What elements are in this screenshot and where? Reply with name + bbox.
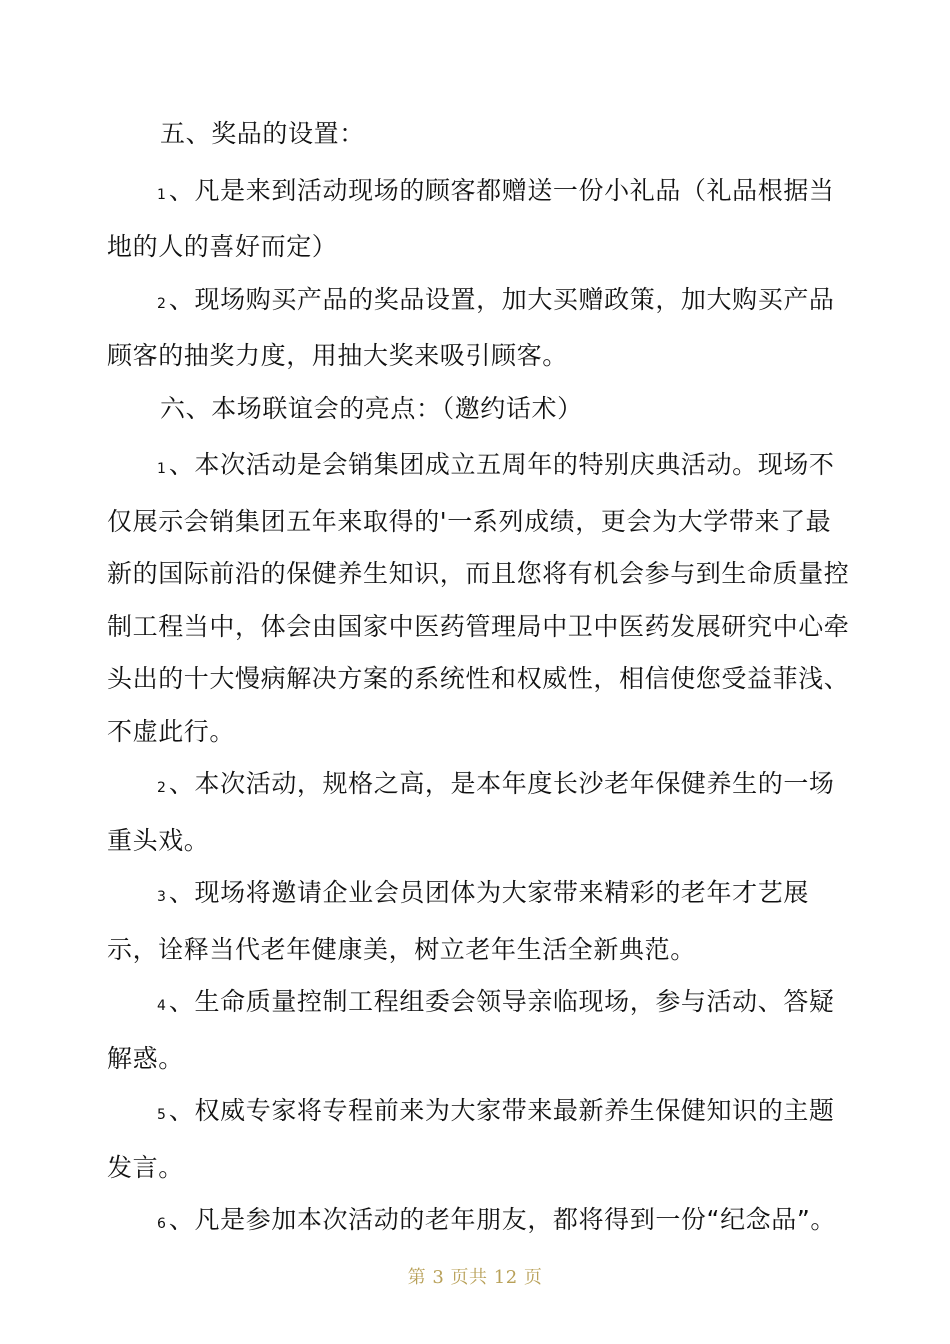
item-number: 4 (157, 998, 166, 1014)
item-number: 5 (157, 1107, 166, 1123)
paragraph-text: 五、奖品的设置： (160, 119, 365, 148)
paragraph-text: 、生命质量控制工程组委会领导亲临现场，参与活动、答疑解惑。 (107, 987, 835, 1073)
paragraph-text: 、凡是来到活动现场的顾客都赠送一份小礼品（礼品根据当地的人的喜好而定） (107, 175, 835, 261)
item-number: 6 (157, 1216, 166, 1232)
paragraph-text: 、权威专家将专程前来为大家带来最新养生保健知识的主题发言。 (107, 1096, 835, 1182)
paragraph-text: 、本次活动是会销集团成立五周年的特别庆典活动。现场不仅展示会销集团五年来取得的'一系列成绩，更会为大学带来了最新的国际前沿的保健养生知识，而且您将有机会参与到生命质量控制工程当中，体会由国家中医药管理局中卫中医药发展研究中心牵头出的十大慢病解决方案的系统性和权威性，相信使您受益菲浅、不虚此行。 (107, 450, 850, 746)
document-body (107, 108, 852, 1251)
item-number: 2 (157, 295, 166, 312)
paragraph (107, 867, 852, 976)
paragraph-text: 、本次活动，规格之高，是本年度长沙老年保健养生的一场重头戏。 (107, 769, 835, 855)
paragraph-text: 、现场将邀请企业会员团体为大家带来精彩的老年才艺展示，诠释当代老年健康美，树立老年生活全新典范。 (107, 878, 809, 964)
item-number: 2 (157, 780, 166, 796)
paragraph (107, 108, 852, 165)
item-number: 3 (157, 889, 166, 905)
paragraph (107, 1085, 852, 1194)
paragraph (107, 383, 852, 440)
paragraph (107, 758, 852, 867)
paragraph (107, 165, 852, 274)
paragraph (107, 274, 852, 383)
paragraph (107, 1194, 852, 1251)
paragraph-text: 、凡是参加本次活动的老年朋友，都将得到一份“纪念品”。 (168, 1205, 837, 1234)
paragraph-text: 六、本场联谊会的亮点：（邀约话术） (160, 393, 583, 423)
paragraph (107, 976, 852, 1085)
paragraph (107, 439, 852, 758)
paragraph-text: 、现场购买产品的奖品设置，加大买赠政策，加大购买产品顾客的抽奖力度，用抽大奖来吸引顾客。 (107, 284, 835, 370)
page-footer: 第 3 页共 12 页 (407, 1267, 543, 1288)
item-number: 1 (157, 186, 166, 203)
item-number: 1 (157, 461, 166, 477)
